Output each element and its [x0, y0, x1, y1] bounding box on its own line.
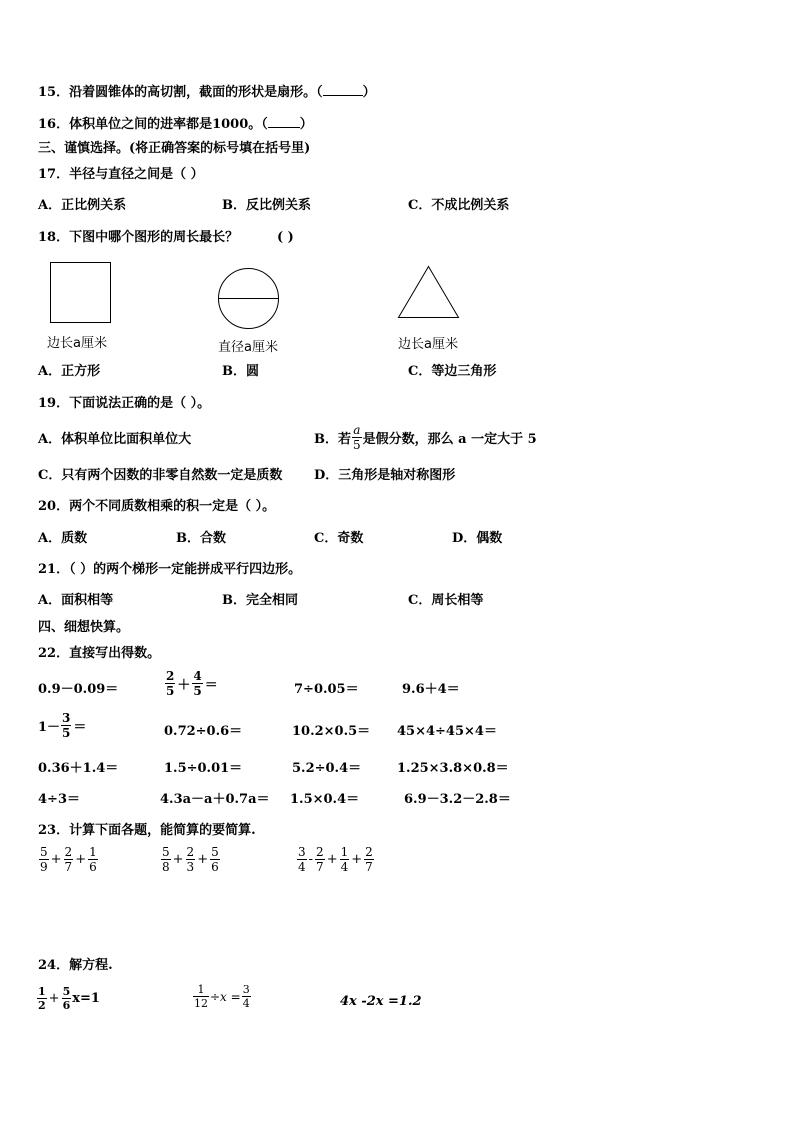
fraction: [37, 986, 47, 1011]
frac-numerator: 2: [166, 669, 175, 683]
frac-numerator: 5: [62, 985, 71, 998]
frac-numerator: 1: [38, 985, 46, 998]
frac-denominator: 2: [38, 999, 46, 1012]
q17-option-a[interactable]: A．正比例关系: [38, 198, 127, 213]
frac-numerator: 1: [193, 984, 209, 997]
frac-numerator: 5: [40, 845, 48, 859]
frac-denominator: 7: [365, 860, 373, 874]
frac-denominator: 5: [193, 684, 202, 698]
q21-option-c[interactable]: C．周长相等: [408, 593, 484, 608]
operator: +: [48, 991, 60, 1006]
operator: +: [197, 852, 209, 867]
frac-numerator: 5: [211, 845, 219, 859]
operator: +: [351, 852, 363, 867]
q16-number: 16．: [38, 117, 70, 132]
question-16: [38, 115, 313, 133]
q22-item: 1.25×3.8×0.8＝: [397, 761, 509, 776]
q23-expression-2: [160, 846, 221, 873]
fraction: [315, 846, 325, 873]
q22-item: 4.3a－a＋0.7a＝: [160, 792, 270, 807]
frac-numerator: 5: [162, 845, 170, 859]
q18-option-c[interactable]: C．等边三角形: [408, 364, 497, 379]
q16-answer-blank[interactable]: [268, 115, 300, 128]
q20-option-b[interactable]: B．合数: [176, 531, 226, 546]
fraction: [64, 846, 74, 873]
q20-option-d[interactable]: D．偶数: [452, 531, 503, 546]
q16-close: ）: [299, 117, 313, 132]
question-22-stem: 22．直接写出得数。: [38, 646, 161, 661]
frac-denominator: 5: [166, 684, 175, 698]
q24-equation-2: [192, 984, 252, 1009]
frac-numerator: 2: [186, 845, 195, 859]
q24-equation-1: [36, 986, 100, 1011]
operator: +: [172, 852, 184, 867]
frac-denominator: 9: [40, 860, 48, 874]
fraction: [297, 846, 307, 873]
fraction: [364, 846, 374, 873]
section-3-heading: 三、谨慎选择。(将正确答案的标号填在括号里): [38, 141, 311, 156]
q19-b-fraction: [352, 424, 362, 451]
frac-denominator: 4: [242, 997, 250, 1010]
fraction: [192, 670, 202, 697]
q15-answer-blank[interactable]: [323, 83, 363, 96]
equals-sign: ＝: [204, 678, 218, 693]
q19-option-b[interactable]: [314, 424, 537, 451]
q24-equation-3: 4x -2x =1.2: [340, 994, 422, 1009]
q22-fraction-diff: [38, 712, 87, 739]
question-20-stem: 20．两个不同质数相乘的积一定是（ ）。: [38, 499, 276, 514]
equation-middle: ÷x =: [210, 989, 241, 1004]
frac-denominator: 6: [89, 860, 97, 874]
frac-numerator: 2: [316, 845, 324, 859]
operator: +: [326, 852, 338, 867]
frac-denominator: 6: [211, 860, 219, 874]
q22-item: 6.9－3.2－2.8＝: [404, 792, 511, 807]
q21-option-a[interactable]: A．面积相等: [38, 593, 114, 608]
q22-item: 9.6＋4＝: [402, 682, 460, 697]
frac-numerator: 4: [193, 669, 202, 683]
square-figure: [50, 262, 112, 324]
square-caption: 边长a厘米: [47, 336, 107, 351]
fraction: [88, 846, 98, 873]
q17-option-c[interactable]: C．不成比例关系: [408, 198, 510, 213]
q19-option-c[interactable]: C．只有两个因数的非零自然数一定是质数: [38, 468, 283, 483]
q18-option-a[interactable]: A．正方形: [38, 364, 101, 379]
question-23-stem: 23．计算下面各题，能简算的要简算.: [38, 823, 256, 838]
q20-option-a[interactable]: A．质数: [38, 531, 88, 546]
operator: -: [308, 852, 314, 867]
q21-option-b[interactable]: B．完全相同: [222, 593, 298, 608]
q22-fraction-sum: [164, 670, 219, 697]
fraction: [165, 670, 175, 697]
frac-denominator: 3: [186, 860, 195, 874]
frac-numerator: 3: [298, 845, 306, 859]
frac-numerator: 2: [365, 845, 373, 859]
fraction: [210, 846, 220, 873]
q18-option-b[interactable]: B．圆: [222, 364, 259, 379]
plus-sign: ＋: [177, 678, 191, 693]
triangle-caption: 边长a厘米: [398, 337, 458, 352]
frac-denominator: 6: [62, 999, 71, 1012]
frac-numerator: 3: [242, 983, 250, 996]
circle-figure: [218, 268, 280, 330]
q22-item: 7÷0.05＝: [294, 682, 359, 697]
q15-close: ）: [362, 85, 376, 100]
frac-denominator: 4: [298, 860, 306, 874]
question-24-stem: 24．解方程.: [38, 958, 113, 973]
q22-item: 1.5×0.4＝: [290, 792, 360, 807]
fraction: [62, 986, 72, 1011]
q19-option-d[interactable]: D．三角形是轴对称图形: [314, 468, 456, 483]
fraction: [193, 984, 209, 1009]
frac-denominator: 5: [62, 726, 71, 740]
frac-numerator: 1: [89, 845, 97, 859]
q22-item: 0.72÷0.6＝: [164, 724, 243, 739]
frac-denominator: 5: [353, 438, 361, 452]
q22-item: 1.5÷0.01＝: [164, 761, 243, 776]
q20-option-c[interactable]: C．奇数: [314, 531, 364, 546]
section-4-heading: 四、细想快算。: [38, 620, 130, 635]
frac-denominator: 8: [162, 860, 170, 874]
question-18-stem: 18．下图中哪个图形的周长最长？: [38, 230, 239, 245]
equation-tail: x=1: [72, 991, 100, 1006]
triangle-figure: [398, 266, 460, 320]
operator: +: [75, 852, 87, 867]
frac-numerator: a: [353, 423, 361, 437]
q22-item: 0.9－0.09＝: [38, 682, 119, 697]
equals-sign: ＝: [73, 720, 87, 735]
q19-b-suffix: 是假分数，那么 a 一定大于 5: [362, 432, 537, 447]
frac-numerator: 3: [62, 711, 71, 725]
fraction: [186, 846, 196, 873]
fraction: [61, 712, 71, 739]
frac-denominator: 7: [64, 860, 73, 874]
operator: +: [50, 852, 62, 867]
expr-prefix: 1－: [38, 720, 61, 735]
frac-numerator: 2: [64, 845, 73, 859]
q15-text: 沿着圆锥体的高切割，截面的形状是扇形。（: [69, 85, 323, 100]
question-15: [38, 83, 376, 101]
question-21-stem: 21．（ ）的两个梯形一定能拼成平行四边形。: [38, 562, 302, 577]
q23-expression-3: [296, 846, 375, 873]
q23-expression-1: [38, 846, 99, 873]
q15-number: 15．: [38, 85, 70, 100]
question-17-stem: 17．半径与直径之间是（ ）: [38, 167, 204, 182]
q22-item: 45×4÷45×4＝: [397, 724, 497, 739]
q17-option-b[interactable]: B．反比例关系: [222, 198, 311, 213]
frac-numerator: 1: [340, 845, 349, 859]
fraction: [242, 984, 251, 1009]
fraction: [39, 846, 49, 873]
frac-denominator: 4: [340, 860, 349, 874]
frac-denominator: 7: [316, 860, 324, 874]
q22-item: 4÷3＝: [38, 792, 80, 807]
frac-denominator: 12: [194, 997, 208, 1010]
q22-item: 5.2÷0.4＝: [292, 761, 362, 776]
fraction: [161, 846, 171, 873]
q18-answer-paren[interactable]: ( ): [277, 230, 294, 245]
q22-item: 0.36＋1.4＝: [38, 761, 119, 776]
q19-b-prefix: B．若: [314, 432, 351, 447]
q19-option-a[interactable]: A．体积单位比面积单位大: [38, 432, 192, 447]
q22-item: 10.2×0.5＝: [292, 724, 371, 739]
circle-caption: 直径a厘米: [218, 340, 278, 355]
question-19-stem: 19．下面说法正确的是（ ）。: [38, 396, 211, 411]
q16-text: 体积单位之间的进率都是1000。（: [69, 117, 268, 132]
fraction: [340, 846, 350, 873]
